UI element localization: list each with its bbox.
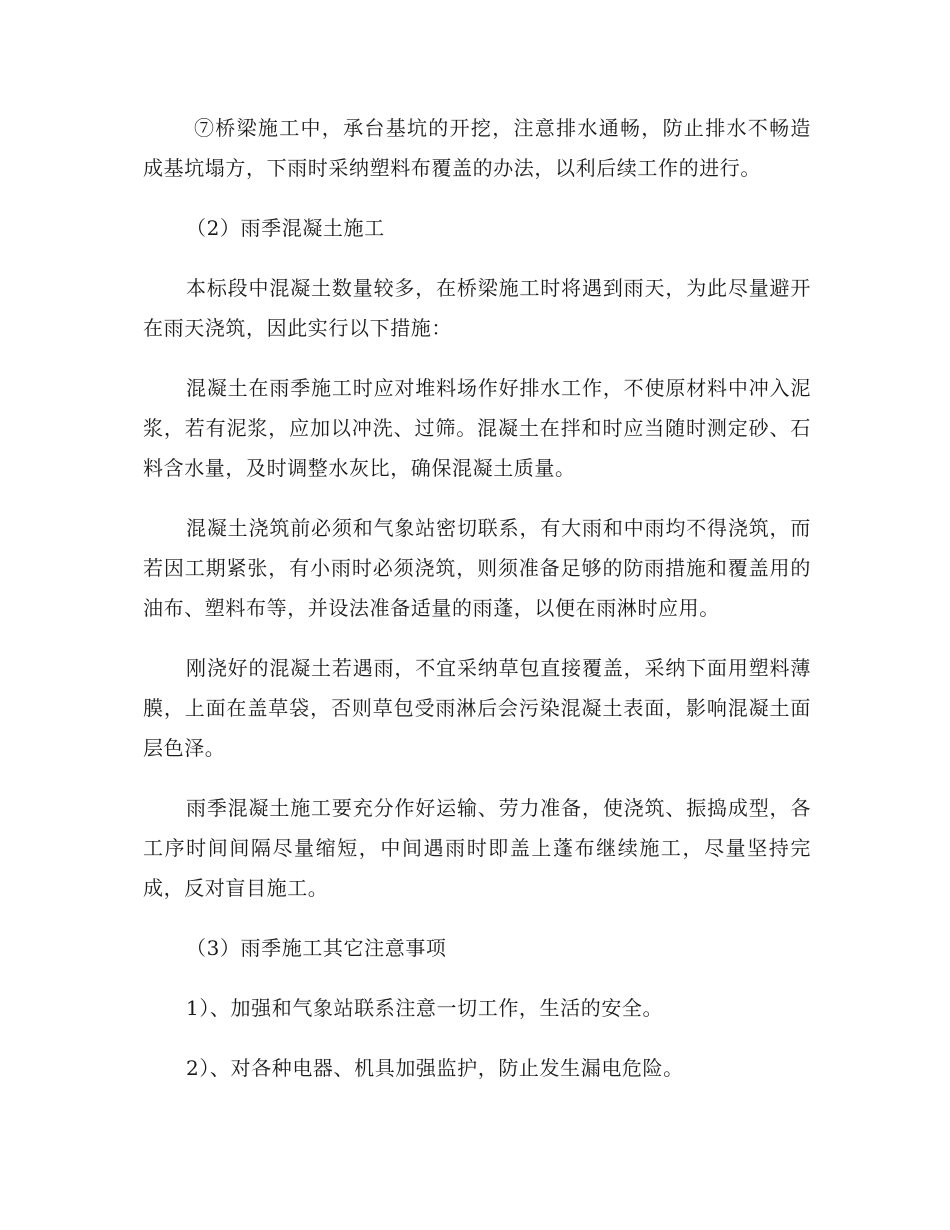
paragraph-material-drainage: 混凝土在雨季施工时应对堆料场作好排水工作，不使原材料中冲入泥浆，若有泥浆，应加以冲洗、过筛。混凝土在拌和时应当随时测定砂、石料含水量，及时调整水灰比，确保混凝土质量。 <box>143 376 811 480</box>
list-item-electrical-safety: 2）、对各种电器、机具加强监护，防止发生漏电危险。 <box>186 1056 684 1080</box>
paragraph-concrete-quantity: 本标段中混凝土数量较多，在桥梁施工时将遇到雨天，为此尽量避开在雨天浇筑，因此实行以下措施： <box>143 276 811 340</box>
section-heading-rainy-concrete: （2）雨季混凝土施工 <box>186 216 385 240</box>
paragraph-transport-labor: 雨季混凝土施工要充分作好运输、劳力准备，使浇筑、振捣成型，各工序时间间隔尽量缩短，中间遇雨时即盖上蓬布继续施工，尽量坚持完成，反对盲目施工。 <box>143 796 811 900</box>
document-body <box>143 108 811 1108</box>
paragraph-fresh-concrete-cover: 刚浇好的混凝土若遇雨，不宜采纳草包直接覆盖，采纳下面用塑料薄膜，上面在盖草袋，否则草包受雨淋后会污染混凝土表面，影响混凝土面层色泽。 <box>143 656 811 760</box>
paragraph-bridge-pit: ⑦桥梁施工中，承台基坑的开挖，注意排水通畅，防止排水不畅造成基坑塌方，下雨时采纳塑料布覆盖的办法，以利后续工作的进行。 <box>143 116 811 180</box>
section-heading-other-notes: （3）雨季施工其它注意事项 <box>186 936 447 960</box>
list-item-weather-safety: 1）、加强和气象站联系注意一切工作，生活的安全。 <box>186 996 664 1020</box>
paragraph-weather-contact: 混凝土浇筑前必须和气象站密切联系，有大雨和中雨均不得浇筑，而若因工期紧张，有小雨时必须浇筑，则须准备足够的防雨措施和覆盖用的油布、塑料布等，并设法准备适量的雨蓬，以便在雨淋时应用。 <box>143 516 811 620</box>
